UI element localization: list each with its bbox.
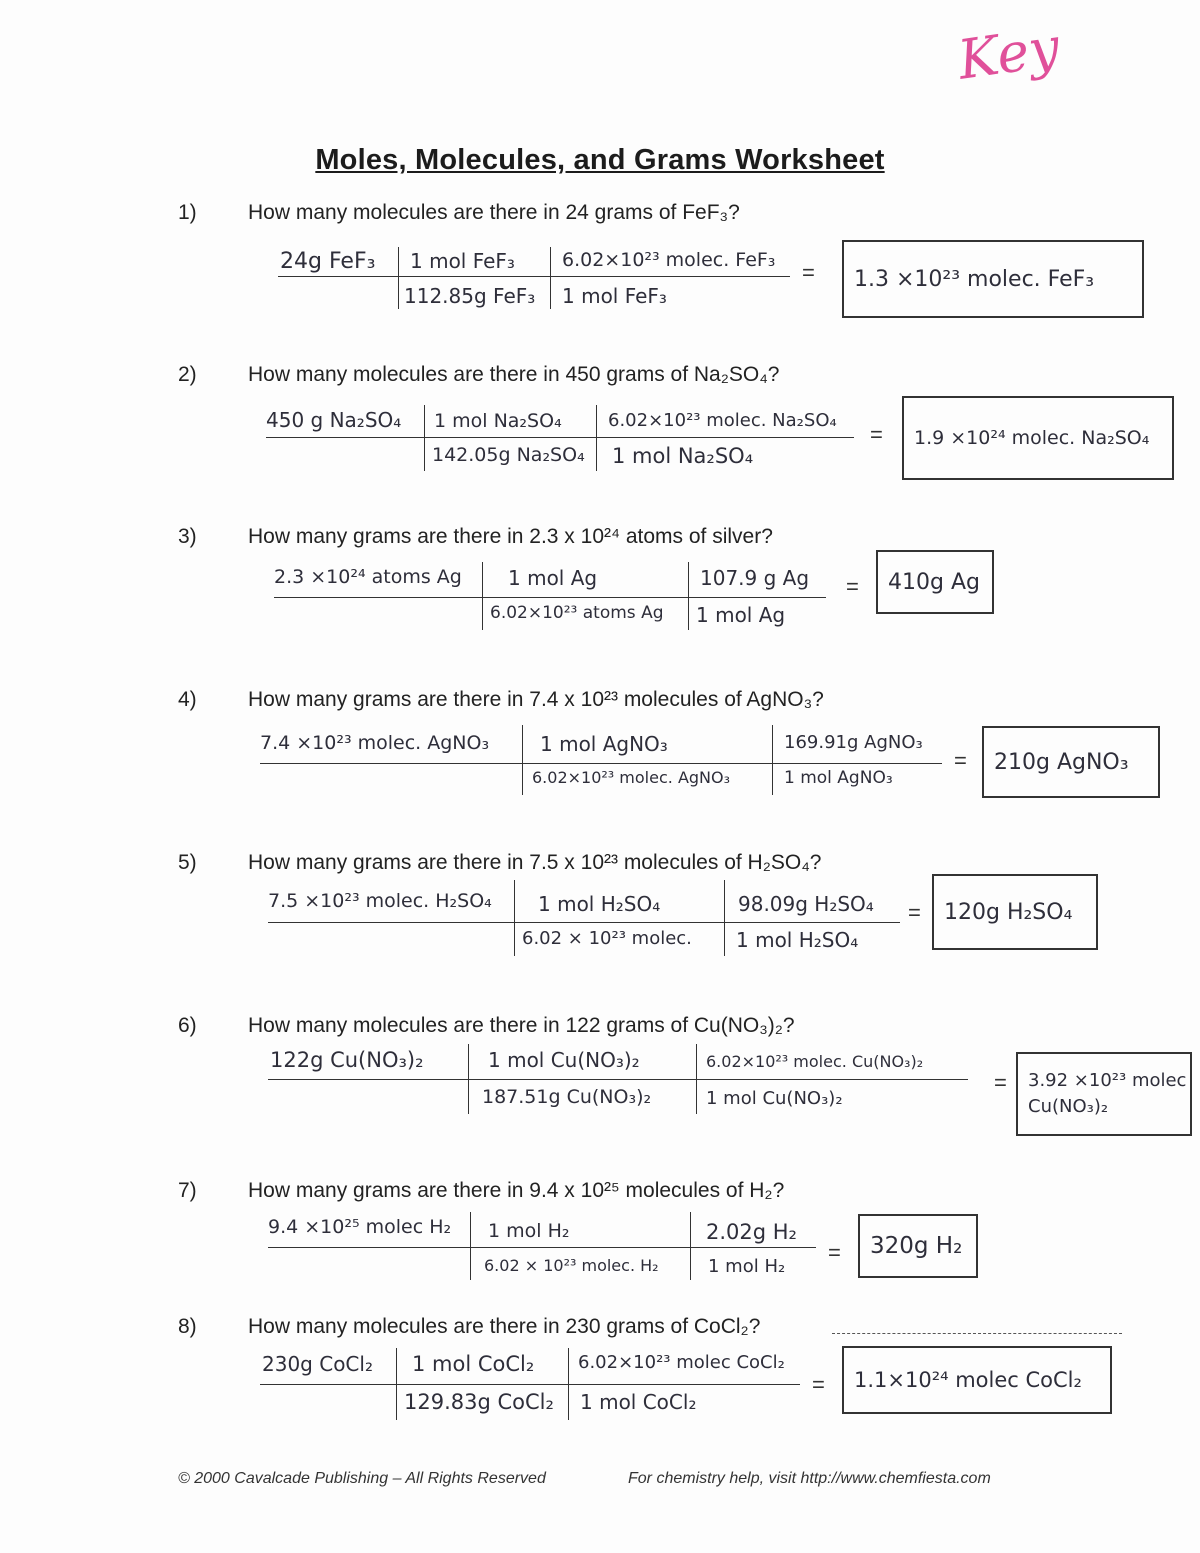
equals-sign: = bbox=[994, 1070, 1007, 1095]
given-quantity: 7.4 ×10²³ molec. AgNO₃ bbox=[260, 732, 490, 754]
answer-box: 410g Ag bbox=[876, 550, 994, 614]
question-text: How many molecules are there in 230 grams of CoCl₂? bbox=[248, 1315, 761, 1338]
factor1-numerator: 1 mol AgNO₃ bbox=[540, 732, 668, 756]
fraction-divider bbox=[772, 725, 773, 795]
copyright-footer: © 2000 Cavalcade Publishing – All Rights Reserved bbox=[178, 1470, 546, 1487]
question-text: How many grams are there in 9.4 x 10²⁵ molecules of H₂? bbox=[248, 1179, 785, 1202]
fraction-line bbox=[268, 1247, 816, 1248]
question-number: 5) bbox=[178, 851, 197, 874]
question-text: How many molecules are there in 450 grams of Na₂SO₄? bbox=[248, 363, 780, 386]
fraction-line bbox=[268, 1079, 968, 1080]
given-quantity: 7.5 ×10²³ molec. H₂SO₄ bbox=[268, 890, 492, 912]
equals-sign: = bbox=[846, 574, 859, 599]
factor1-denominator: 129.83g CoCl₂ bbox=[404, 1390, 554, 1414]
answer-box: 1.9 ×10²⁴ molec. Na₂SO₄ bbox=[902, 396, 1174, 480]
equals-sign: = bbox=[828, 1240, 841, 1265]
question-text: How many grams are there in 7.5 x 10²³ molecules of H₂SO₄? bbox=[248, 851, 822, 874]
question-underline bbox=[832, 1333, 1122, 1334]
equals-sign: = bbox=[870, 422, 883, 447]
question-number: 2) bbox=[178, 363, 197, 386]
factor1-numerator: 1 mol H₂ bbox=[488, 1220, 570, 1242]
factor1-numerator: 1 mol CoCl₂ bbox=[412, 1352, 535, 1376]
given-quantity: 9.4 ×10²⁵ molec H₂ bbox=[268, 1216, 452, 1238]
factor2-denominator: 1 mol Ag bbox=[696, 603, 786, 627]
question-number: 6) bbox=[178, 1014, 197, 1037]
factor1-numerator: 1 mol Ag bbox=[508, 566, 598, 590]
given-quantity: 24g FeF₃ bbox=[280, 249, 376, 274]
fraction-divider bbox=[470, 1212, 471, 1280]
factor2-denominator: 1 mol H₂SO₄ bbox=[736, 928, 859, 952]
factor1-denominator: 112.85g FeF₃ bbox=[404, 284, 536, 308]
fraction-divider bbox=[596, 405, 597, 471]
factor2-denominator: 1 mol CoCl₂ bbox=[580, 1390, 697, 1414]
fraction-divider bbox=[482, 562, 483, 630]
equals-sign: = bbox=[812, 1372, 825, 1397]
fraction-line bbox=[260, 763, 942, 764]
factor2-numerator: 169.91g AgNO₃ bbox=[784, 732, 923, 753]
fraction-line bbox=[274, 597, 826, 598]
factor1-denominator: 142.05g Na₂SO₄ bbox=[432, 444, 585, 466]
fraction-line bbox=[268, 922, 900, 923]
factor1-denominator: 187.51g Cu(NO₃)₂ bbox=[482, 1086, 652, 1108]
fraction-divider bbox=[690, 1212, 691, 1280]
factor2-numerator: 6.02×10²³ molec. Na₂SO₄ bbox=[608, 410, 837, 431]
answer-box: 210g AgNO₃ bbox=[982, 726, 1160, 798]
key-annotation: Key bbox=[954, 15, 1064, 92]
fraction-divider bbox=[550, 247, 551, 309]
factor1-denominator: 6.02×10²³ molec. AgNO₃ bbox=[532, 768, 731, 787]
factor2-numerator: 107.9 g Ag bbox=[700, 566, 810, 590]
given-quantity: 122g Cu(NO₃)₂ bbox=[270, 1048, 424, 1072]
question-text: How many grams are there in 2.3 x 10²⁴ atoms of silver? bbox=[248, 525, 773, 548]
factor2-denominator: 1 mol Na₂SO₄ bbox=[612, 444, 754, 468]
factor1-denominator: 6.02×10²³ atoms Ag bbox=[490, 603, 664, 623]
given-quantity: 450 g Na₂SO₄ bbox=[266, 408, 402, 432]
answer-box: 3.92 ×10²³ molec Cu(NO₃)₂ bbox=[1016, 1052, 1192, 1136]
factor2-numerator: 98.09g H₂SO₄ bbox=[738, 892, 874, 916]
fraction-divider bbox=[688, 562, 689, 630]
fraction-divider bbox=[396, 1348, 397, 1420]
factor2-numerator: 6.02×10²³ molec. FeF₃ bbox=[562, 249, 776, 271]
answer-box: 1.3 ×10²³ molec. FeF₃ bbox=[842, 240, 1144, 318]
given-quantity: 230g CoCl₂ bbox=[262, 1352, 373, 1376]
worksheet-title: Moles, Molecules, and Grams Worksheet bbox=[315, 144, 885, 176]
factor2-numerator: 2.02g H₂ bbox=[706, 1220, 797, 1244]
equals-sign: = bbox=[954, 748, 967, 773]
fraction-divider bbox=[568, 1348, 569, 1420]
factor2-denominator: 1 mol H₂ bbox=[708, 1256, 786, 1277]
fraction-divider bbox=[724, 880, 725, 956]
question-number: 3) bbox=[178, 525, 197, 548]
fraction-divider bbox=[468, 1044, 469, 1114]
fraction-line bbox=[278, 276, 790, 277]
answer-box: 120g H₂SO₄ bbox=[932, 874, 1098, 950]
factor1-numerator: 1 mol Cu(NO₃)₂ bbox=[488, 1048, 640, 1072]
factor1-numerator: 1 mol H₂SO₄ bbox=[538, 892, 661, 916]
factor1-numerator: 1 mol Na₂SO₄ bbox=[434, 410, 562, 432]
question-number: 1) bbox=[178, 201, 197, 224]
question-number: 4) bbox=[178, 688, 197, 711]
factor1-denominator: 6.02 × 10²³ molec. H₂ bbox=[484, 1256, 659, 1275]
factor1-numerator: 1 mol FeF₃ bbox=[410, 249, 515, 273]
answer-box: 320g H₂ bbox=[858, 1214, 978, 1278]
fraction-divider bbox=[398, 247, 399, 309]
question-text: How many molecules are there in 122 grams of Cu(NO₃)₂? bbox=[248, 1014, 795, 1037]
fraction-divider bbox=[522, 725, 523, 795]
fraction-divider bbox=[696, 1044, 697, 1114]
equals-sign: = bbox=[802, 260, 815, 285]
factor2-numerator: 6.02×10²³ molec. Cu(NO₃)₂ bbox=[706, 1052, 924, 1071]
given-quantity: 2.3 ×10²⁴ atoms Ag bbox=[274, 566, 462, 588]
factor2-denominator: 1 mol FeF₃ bbox=[562, 284, 667, 308]
answer-box: 1.1×10²⁴ molec CoCl₂ bbox=[842, 1346, 1112, 1414]
fraction-divider bbox=[424, 405, 425, 471]
factor2-denominator: 1 mol Cu(NO₃)₂ bbox=[706, 1088, 843, 1109]
factor2-denominator: 1 mol AgNO₃ bbox=[784, 768, 893, 788]
factor2-numerator: 6.02×10²³ molec CoCl₂ bbox=[578, 1352, 785, 1373]
fraction-divider bbox=[514, 880, 515, 956]
question-text: How many molecules are there in 24 grams of FeF₃? bbox=[248, 201, 740, 224]
equals-sign: = bbox=[908, 900, 921, 925]
factor1-denominator: 6.02 × 10²³ molec. bbox=[522, 928, 692, 949]
help-footer: For chemistry help, visit http://www.chemfiesta.com bbox=[628, 1470, 991, 1487]
question-number: 8) bbox=[178, 1315, 197, 1338]
fraction-line bbox=[260, 1384, 800, 1385]
question-text: How many grams are there in 7.4 x 10²³ molecules of AgNO₃? bbox=[248, 688, 824, 711]
question-number: 7) bbox=[178, 1179, 197, 1202]
fraction-line bbox=[266, 437, 854, 438]
